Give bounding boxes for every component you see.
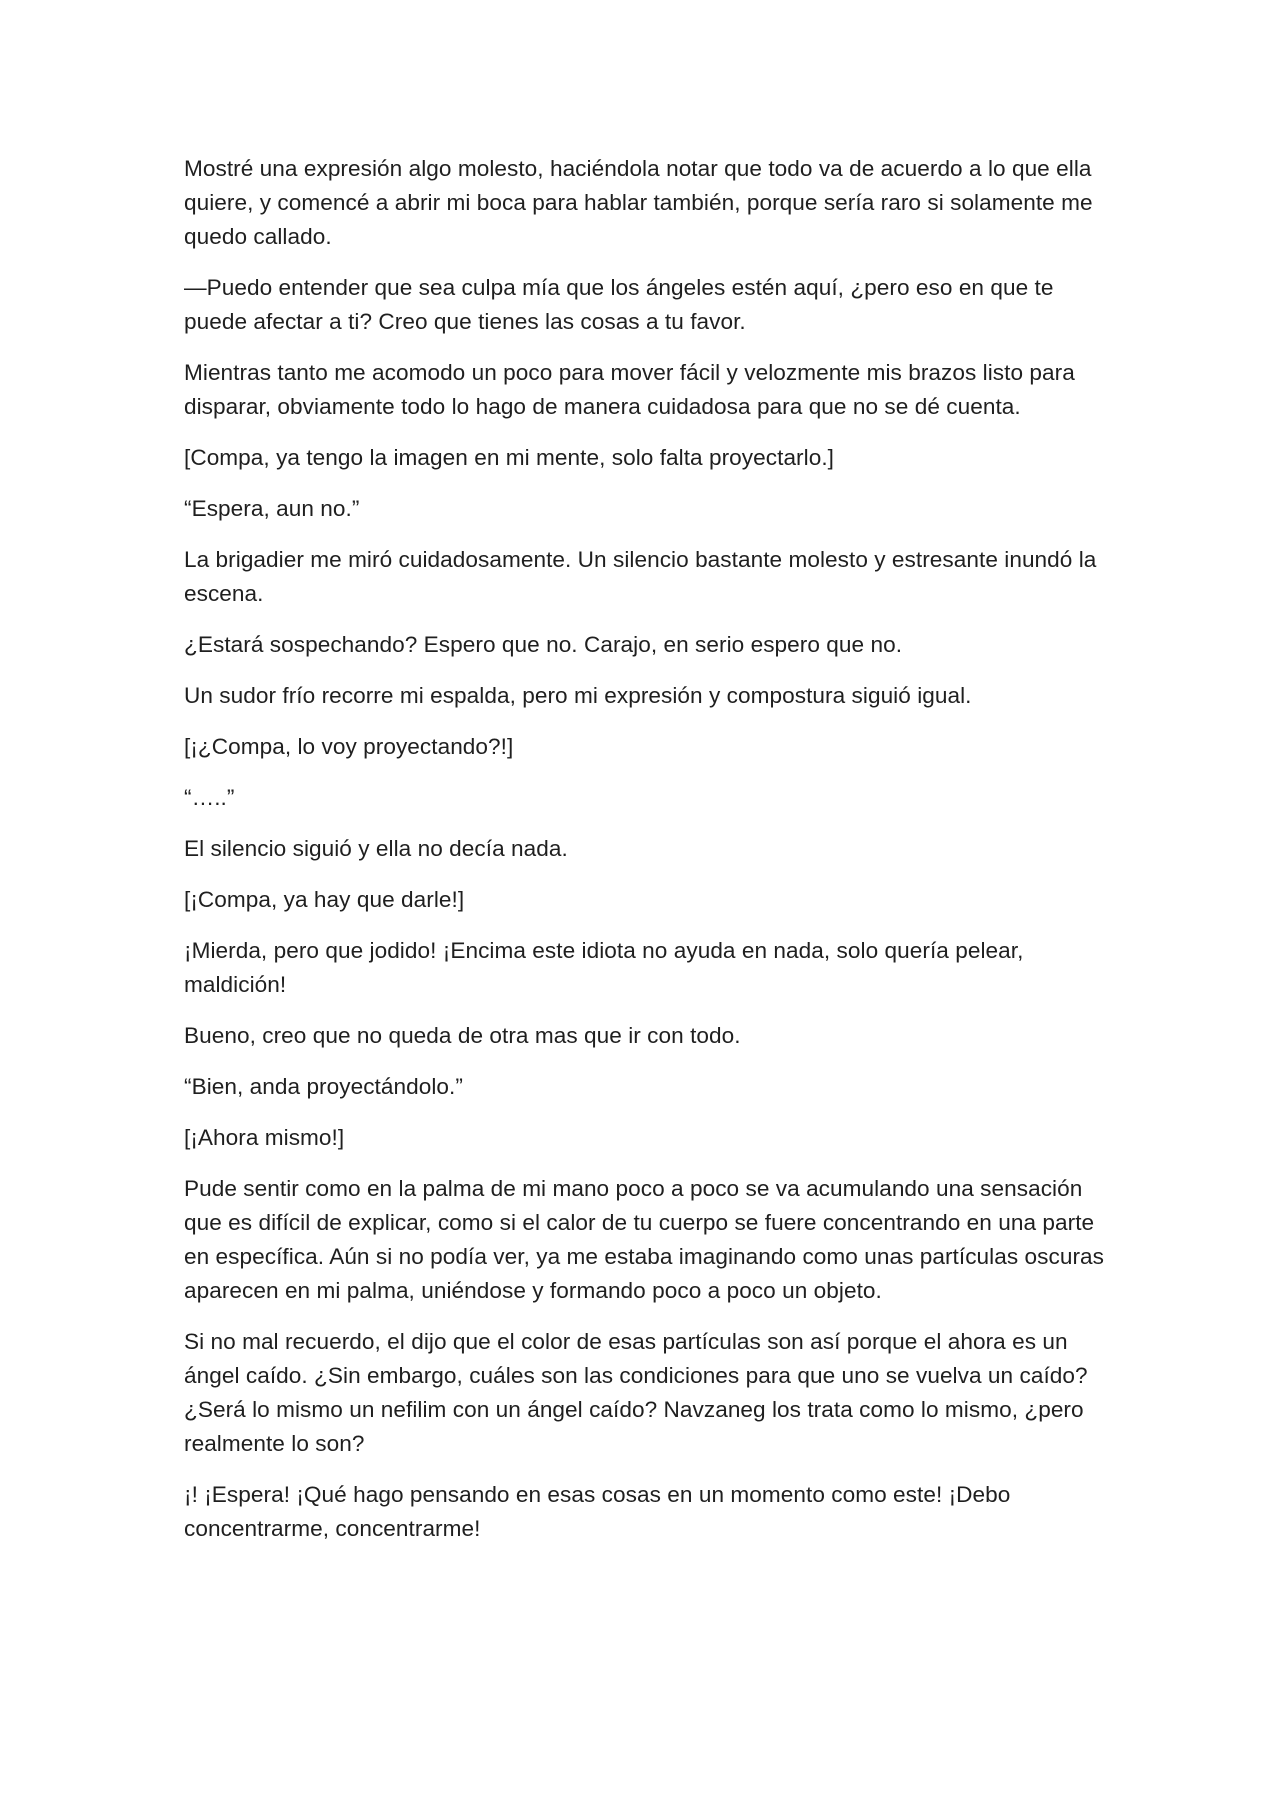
paragraph: [¡Ahora mismo!]	[184, 1125, 345, 1150]
paragraph: Si no mal recuerdo, el dijo que el color de esas partículas son así porque el ahora es un ángel caído. ¿Sin embargo, cuáles son las condiciones para que uno se vuelva un caído? ¿Será lo mismo un nefilim con un ángel caído? Navzaneg los trata como lo mismo, ¿pero realmente lo son?	[184, 1329, 1088, 1456]
paragraph: El silencio siguió y ella no decía nada.	[184, 836, 568, 861]
document-body	[184, 152, 1104, 1563]
paragraph: Mientras tanto me acomodo un poco para mover fácil y velozmente mis brazos listo para disparar, obviamente todo lo hago de manera cuidadosa para que no se dé cuenta.	[184, 360, 1075, 419]
paragraph: ¡! ¡Espera! ¡Qué hago pensando en esas cosas en un momento como este! ¡Debo concentrarme, concentrarme!	[184, 1482, 1011, 1541]
paragraph: —Puedo entender que sea culpa mía que los ángeles estén aquí, ¿pero eso en que te puede afectar a ti? Creo que tienes las cosas a tu favor.	[184, 275, 1054, 334]
paragraph: “Espera, aun no.”	[184, 496, 360, 521]
paragraph: ¿Estará sospechando? Espero que no. Carajo, en serio espero que no.	[184, 632, 903, 657]
paragraph: “Bien, anda proyectándolo.”	[184, 1074, 463, 1099]
paragraph: [¡Compa, ya hay que darle!]	[184, 887, 465, 912]
paragraph: Mostré una expresión algo molesto, haciéndola notar que todo va de acuerdo a lo que ella quiere, y comencé a abrir mi boca para hablar también, porque sería raro si solamente me quedo callado.	[184, 156, 1093, 249]
paragraph: “…..”	[184, 785, 235, 810]
paragraph: [Compa, ya tengo la imagen en mi mente, solo falta proyectarlo.]	[184, 445, 834, 470]
paragraph: ¡Mierda, pero que jodido! ¡Encima este idiota no ayuda en nada, solo quería pelear, maldición!	[184, 938, 1024, 997]
paragraph: Un sudor frío recorre mi espalda, pero mi expresión y compostura siguió igual.	[184, 683, 972, 708]
paragraph: La brigadier me miró cuidadosamente. Un silencio bastante molesto y estresante inundó la escena.	[184, 547, 1097, 606]
paragraph: [¡¿Compa, lo voy proyectando?!]	[184, 734, 514, 759]
paragraph: Bueno, creo que no queda de otra mas que ir con todo.	[184, 1023, 741, 1048]
paragraph: Pude sentir como en la palma de mi mano poco a poco se va acumulando una sensación que es difícil de explicar, como si el calor de tu cuerpo se fuere concentrando en una parte en específica. Aún si no podía ver, ya me estaba imaginando como unas partículas oscuras aparecen en mi palma, uniéndose y formando poco a poco un objeto.	[184, 1176, 1104, 1303]
